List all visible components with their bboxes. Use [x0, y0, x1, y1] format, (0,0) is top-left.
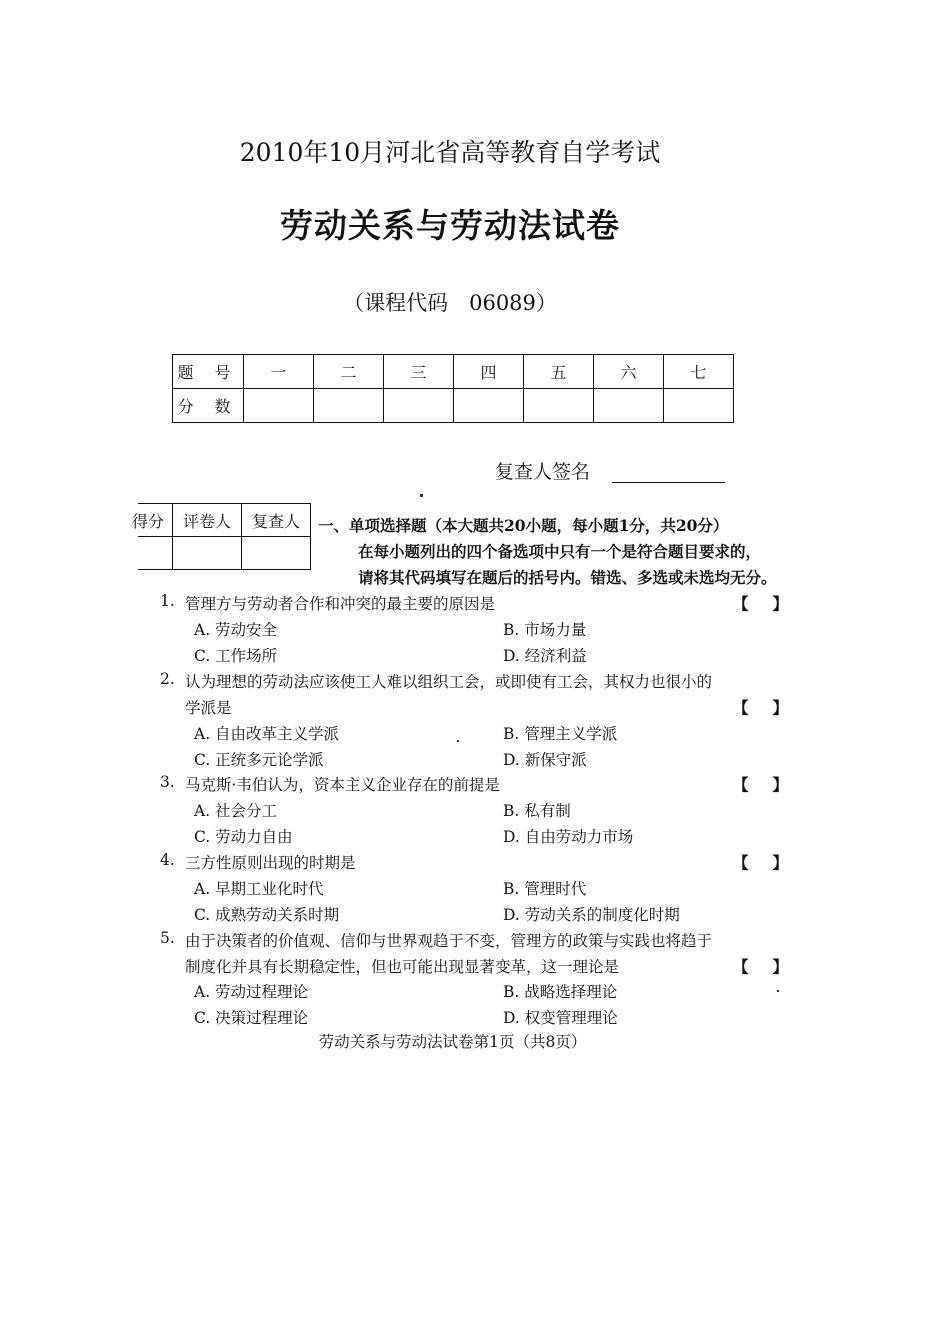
option-d: D. 新保守派	[503, 751, 587, 769]
grader-score-label: 得分	[138, 504, 173, 537]
option-c: C. 劳动力自由	[194, 828, 293, 846]
score-col-3: 三	[384, 355, 454, 389]
score-cell	[594, 389, 664, 423]
score-cell	[384, 389, 454, 423]
option-a: A. 劳动安全	[194, 621, 278, 639]
option-b: B. 私有制	[503, 802, 571, 820]
page-footer: 劳动关系与劳动法试卷第1页（共8页）	[318, 1033, 587, 1051]
grader-box	[131, 503, 311, 570]
score-table	[172, 354, 734, 423]
question-number: 5.	[160, 929, 175, 947]
grader-cell	[173, 537, 242, 570]
question-number: 4.	[160, 851, 175, 869]
grader-box-blank-row	[138, 537, 311, 570]
option-d: D. 经济利益	[503, 647, 587, 665]
score-cell	[454, 389, 524, 423]
option-a: A. 社会分工	[194, 802, 278, 820]
score-col-5: 五	[524, 355, 594, 389]
option-c: C. 正统多元论学派	[194, 751, 324, 769]
score-col-2: 二	[314, 355, 384, 389]
option-d: D. 权变管理理论	[503, 1009, 618, 1027]
question-number: 2.	[160, 670, 175, 688]
course-code: （课程代码 06089）	[343, 291, 557, 315]
scan-speck	[457, 740, 459, 742]
section-heading: 一、单项选择题（本大题共20小题，每小题1分，共20分）	[318, 516, 729, 535]
option-a: A. 劳动过程理论	[194, 983, 309, 1001]
grader-cell	[138, 537, 173, 570]
option-b: B. 管理时代	[503, 880, 587, 898]
score-cell	[244, 389, 314, 423]
section-instruction: 请将其代码填写在题后的括号内。错选、多选或未选均无分。	[358, 568, 777, 587]
score-col-7: 七	[664, 355, 734, 389]
option-a: A. 早期工业化时代	[194, 880, 324, 898]
score-cell	[524, 389, 594, 423]
answer-bracket: 【】	[733, 698, 813, 717]
answer-bracket: 【】	[733, 594, 813, 613]
grader-cell	[242, 537, 311, 570]
exam-title: 2010年10月河北省高等教育自学考试	[239, 138, 661, 167]
score-col-1: 一	[244, 355, 314, 389]
score-table-row-label: 题 号	[173, 355, 244, 389]
score-cell	[314, 389, 384, 423]
signature-line	[612, 482, 725, 483]
question-text: 认为理想的劳动法应该使工人难以组织工会，或即使有工会，其权力也很小的	[185, 673, 713, 691]
score-table-score-row	[173, 389, 734, 423]
option-d: D. 劳动关系的制度化时期	[503, 906, 680, 924]
paper-title: 劳动关系与劳动法试卷	[280, 206, 620, 245]
question-text: 制度化并具有长期稳定性，但也可能出现显著变革，这一理论是	[185, 958, 620, 976]
score-col-4: 四	[454, 355, 524, 389]
question-number: 1.	[160, 592, 175, 610]
question-text: 三方性原则出现的时期是	[185, 854, 356, 872]
option-c: C. 工作场所	[194, 647, 278, 665]
option-c: C. 决策过程理论	[194, 1009, 309, 1027]
answer-bracket: 【】	[733, 853, 813, 872]
scan-speck	[777, 990, 779, 992]
question-text: 学派是	[185, 699, 232, 717]
reviewer-signature-label: 复查人签名	[495, 461, 591, 483]
score-cell	[664, 389, 734, 423]
checker-label: 复查人	[242, 504, 311, 537]
option-a: A. 自由改革主义学派	[194, 725, 340, 743]
question-text: 马克斯·韦伯认为，资本主义企业存在的前提是	[185, 776, 500, 794]
option-c: C. 成熟劳动关系时期	[194, 906, 340, 924]
option-d: D. 自由劳动力市场	[503, 828, 634, 846]
score-table-header-row	[173, 355, 734, 389]
grader-label: 评卷人	[173, 504, 242, 537]
question-number: 3.	[160, 773, 175, 791]
answer-bracket: 【】	[733, 775, 813, 794]
scan-speck	[420, 494, 423, 497]
option-b: B. 市场力量	[503, 621, 587, 639]
grader-box-header-row	[138, 504, 311, 537]
option-b: B. 管理主义学派	[503, 725, 618, 743]
score-col-6: 六	[594, 355, 664, 389]
score-table-row-label: 分 数	[173, 389, 244, 423]
question-text: 由于决策者的价值观、信仰与世界观趋于不变，管理方的政策与实践也将趋于	[185, 932, 713, 950]
section-instruction: 在每小题列出的四个备选项中只有一个是符合题目要求的，	[358, 542, 762, 561]
question-text: 管理方与劳动者合作和冲突的最主要的原因是	[185, 595, 496, 613]
answer-bracket: 【】	[733, 957, 813, 976]
option-b: B. 战略选择理论	[503, 983, 618, 1001]
